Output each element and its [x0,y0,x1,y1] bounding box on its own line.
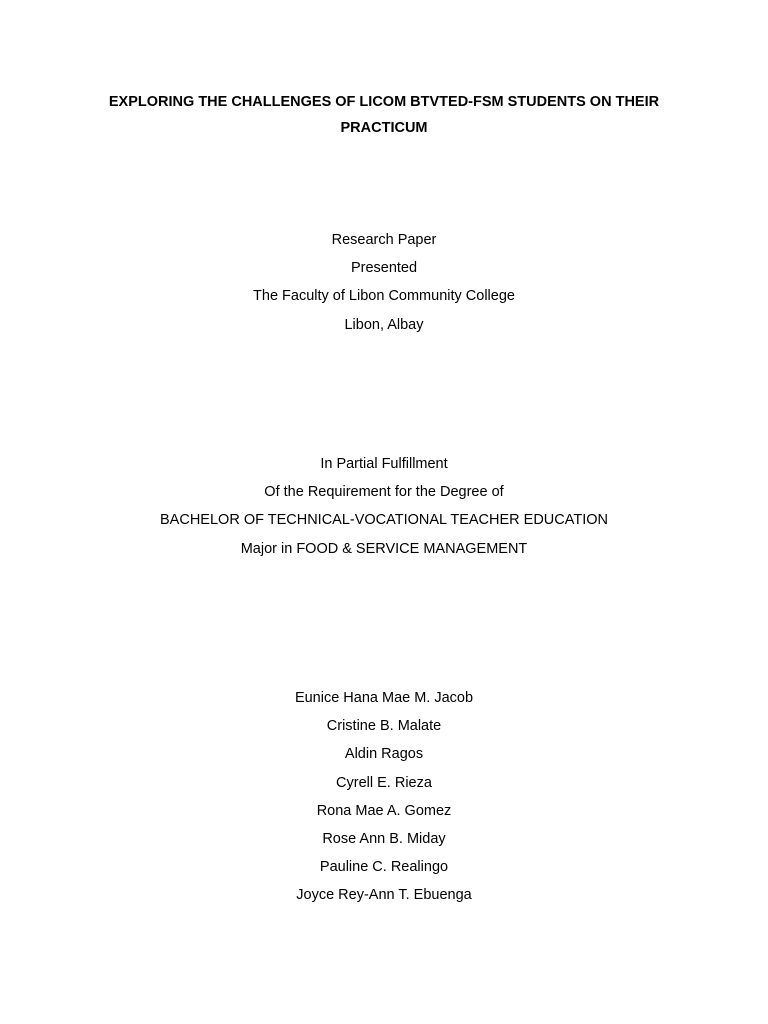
author-name: Aldin Ragos [344,746,424,763]
author-name: Cyrell E. Rieza [336,774,432,791]
paper-title: EXPLORING THE CHALLENGES OF LICOM BTVTED-FSM STUDENTS ON THEIR PRACTICUM [108,94,660,136]
presentation-line: The Faculty of Libon Community College [253,288,515,305]
author-name: Rona Mae A. Gomez [316,802,452,819]
presentation-line: Libon, Albay [344,316,424,333]
authors-list [0,684,768,910]
author-name: Pauline C. Realingo [319,859,449,876]
major-line: Major in FOOD & SERVICE MANAGEMENT [240,540,528,557]
presentation-block [0,226,768,339]
author-name: Eunice Hana Mae M. Jacob [294,690,474,706]
author-name: Rose Ann B. Miday [322,831,446,848]
fulfillment-line: In Partial Fulfillment [320,456,448,472]
fulfillment-block [0,450,768,563]
fulfillment-line: Of the Requirement for the Degree of [264,484,504,501]
author-name: Cristine B. Malate [326,718,442,735]
author-name: Joyce Rey-Ann T. Ebuenga [296,887,472,904]
degree-line: BACHELOR OF TECHNICAL-VOCATIONAL TEACHER EDUCATION [160,512,608,529]
presentation-line: Research Paper [331,232,437,248]
presentation-line: Presented [350,260,418,277]
